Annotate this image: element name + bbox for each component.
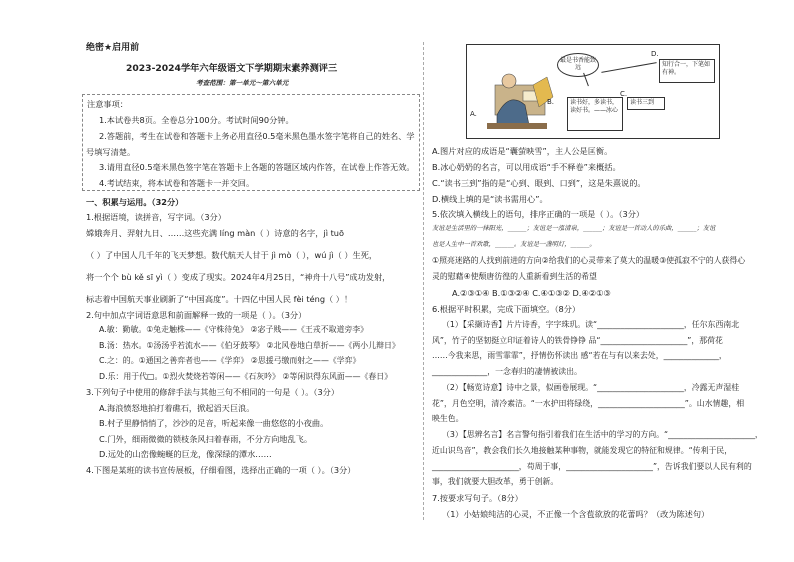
notice-heading: 注意事项： [87, 99, 128, 109]
question-line: 嫦娥奔月、羿射九日、……这些充满 líng màn（ ）诗意的名字，jì tuō [86, 228, 344, 238]
thought-bubble: 最是书香能致远 [557, 53, 599, 77]
option-line: C.门外，细雨微微的锁枝条风扫着春雨，不分方向地乱飞。 [99, 434, 313, 444]
figure-label-b: B. [547, 98, 555, 106]
question-title: 2.句中加点字词语意思和前面解释一致的一项是（ ）。（3分） [86, 310, 307, 320]
question-title: 5.依次填入横线上的语句，排序正确的一项是（ ）。（3分） [432, 209, 645, 219]
question-line: （ ）了中国人几千年的飞天梦想。数代航天人甘于 jì mò（ ），wú jì（ ）生死， [86, 250, 378, 260]
notice-item: 2.答题前，考生在试卷和答题卡上务必用直径0.5毫米黑色墨水签字笔将自己的姓名、学 [99, 131, 415, 141]
question-line: （1）小姑娘纯洁的心灵，不正像一个含苞欲放的花蕾吗？（改为陈述句） [442, 509, 710, 519]
right-column [424, 0, 794, 562]
secret-mark: 绝密★启用前 [86, 43, 140, 53]
option-line: C.之：的。①通国之善弈者也——《学弈》 ②思援弓缴而射之——《学弈》 [99, 356, 361, 365]
figure-label-c: C. [620, 90, 628, 98]
question-line: 灵的慰藉④使颓唐彷徨的人重新看到生活的希望 [432, 272, 597, 281]
question-line: （2）【畅览诗意】诗中之景，似画卷展现。“______________________，冷露无声湿桂 [442, 383, 740, 392]
question-title: 7.按要求写句子。（8分） [432, 493, 523, 503]
question-title: 6.根据平时积累，完成下面填空。（8分） [432, 304, 581, 314]
option-line: B.汤：热水。①汤汤乎若流水——《伯牙鼓琴》 ②北风卷地白草折——《两小儿辩日》 [99, 341, 400, 350]
option-line: A.敏：勤敏。①兔走触株——《守株待兔》 ②宓子贱——《王戎不取道旁李》 [99, 325, 369, 334]
option-line: C.“读书三到”指的是“心到、眼到、口到”，这是朱熹说的。 [432, 178, 646, 188]
question-line: （1）【采撷诗香】片片诗香，字字珠玑。读“______________________，任尔东西南北 [442, 320, 740, 329]
question-title: 4.下图是某班的读书宣传展板，仔细看图，选择出正确的一项（ ）。（3分） [86, 465, 356, 475]
notice-item: 3.请用直径0.5毫米黑色签字笔在答题卡上各题的答题区域内作答，在试卷上作答无效。 [99, 162, 415, 172]
option-line: A.②③①④ B.①③②④ C.④①③② D.④②①③ [452, 288, 611, 298]
exam-title: 2023-2024学年六年级语文下学期期末素养测评三 [126, 63, 338, 74]
question-line: 风”，竹子的坚韧挺立印证着诗人的铁骨铮铮 品“______________________”，那荷花 [432, 336, 723, 345]
option-line: D.乐：用于代□。①烈火焚烧若等闲——《石灰吟》 ②等闲识得东风面——《春日》 [99, 372, 393, 381]
question-line: 事，我们就要大胆改革，勇于创新。 [432, 477, 559, 486]
question-line: 将一个个 bù kě sī yì（ ）变成了现实。2024年4月25日，“神舟十八号”成功发射， [86, 272, 391, 282]
quote-card-b: 读书好，多读书，读好书。——冰心 [567, 97, 623, 131]
option-line: B.村子里静悄悄了，沙沙的足音，听起来像一曲悠悠的小夜曲。 [99, 418, 329, 428]
question-line: 标志着中国航天事业刷新了“中国高度”。十四亿中国人民 fèi téng（ ）！ [86, 294, 353, 304]
notice-box [82, 94, 420, 191]
question-line: ……今我来思，雨雪霏霏”，抒情伤怀读出 感“若在与有以来去处，______________， [432, 351, 727, 360]
question-line: 也是人生中一首欢歌，______。友谊是一盏明灯，______。 [432, 241, 596, 248]
option-line: A.海浪愤怒地拍打着礁石，掀起滔天巨浪。 [99, 403, 255, 413]
question-title: 3.下列句子中使用的修辞手法与其他三句不相同的一句是（ ）。（3分） [86, 387, 340, 397]
question-line: 友谊是生活里的一抹阳光，______；友谊是一泓清泉，______；友谊是一首动人的乐曲，______；友谊 [432, 225, 716, 232]
option-line: B.冰心奶奶的名言，可以用成语“手不释卷”来概括。 [432, 162, 621, 172]
question-line: ①照亮迷路的人找到前进的方向②给我们的心灵带来了莫大的温暖③使孤寂不宁的人获得心 [432, 256, 746, 265]
notice-item: 4.考试结束，将本试卷和答题卡一并交回。 [99, 178, 255, 188]
figure-label-a: A. [470, 110, 477, 118]
quote-card-d: 知行合一，下笔如有神。 [659, 59, 715, 83]
question-line: ______________________，苟周于事，______________________”，告诉我们要以人民有利的 [432, 462, 752, 471]
question-line: 花”，月色空明，清冷素洁。“一水护田将绿绕，______________________”。山水情趣，相 [432, 399, 745, 408]
question-line: 映生色。 [432, 414, 464, 423]
section-heading: 一、积累与运用。（32分） [86, 197, 184, 207]
notice-item: 1.本试卷共8页。全卷总分100分。考试时间90分钟。 [99, 115, 294, 125]
notice-item: 号填写清楚。 [86, 147, 136, 157]
question-line: 近山识鸟音”，教会我们长久地接触某种事物，就能发现它的特征和规律。“传利于民， [432, 446, 733, 455]
option-line: D.横线上填的是“读书需用心”。 [432, 194, 548, 204]
question-title: 1.根据语境，读拼音，写字词。（3分） [86, 212, 226, 222]
question-line: ______________，一念春归的凄情被读出。 [432, 367, 582, 376]
option-line: A.图片对应的成语是“囊萤映雪”，主人公是匡衡。 [432, 146, 613, 156]
figure-label-d: D. [651, 50, 659, 58]
exam-scope: 考查范围：第一单元～第六单元 [196, 79, 289, 87]
question-line: （3）【思辨名言】名言警句指引着我们在生活中的学习的方向。“______________________， [442, 430, 763, 439]
quote-card-c: 读书三到 [627, 97, 665, 110]
option-line: D.远处的山峦像蜿蜒的巨龙，像深绿的潭水…… [99, 449, 272, 459]
